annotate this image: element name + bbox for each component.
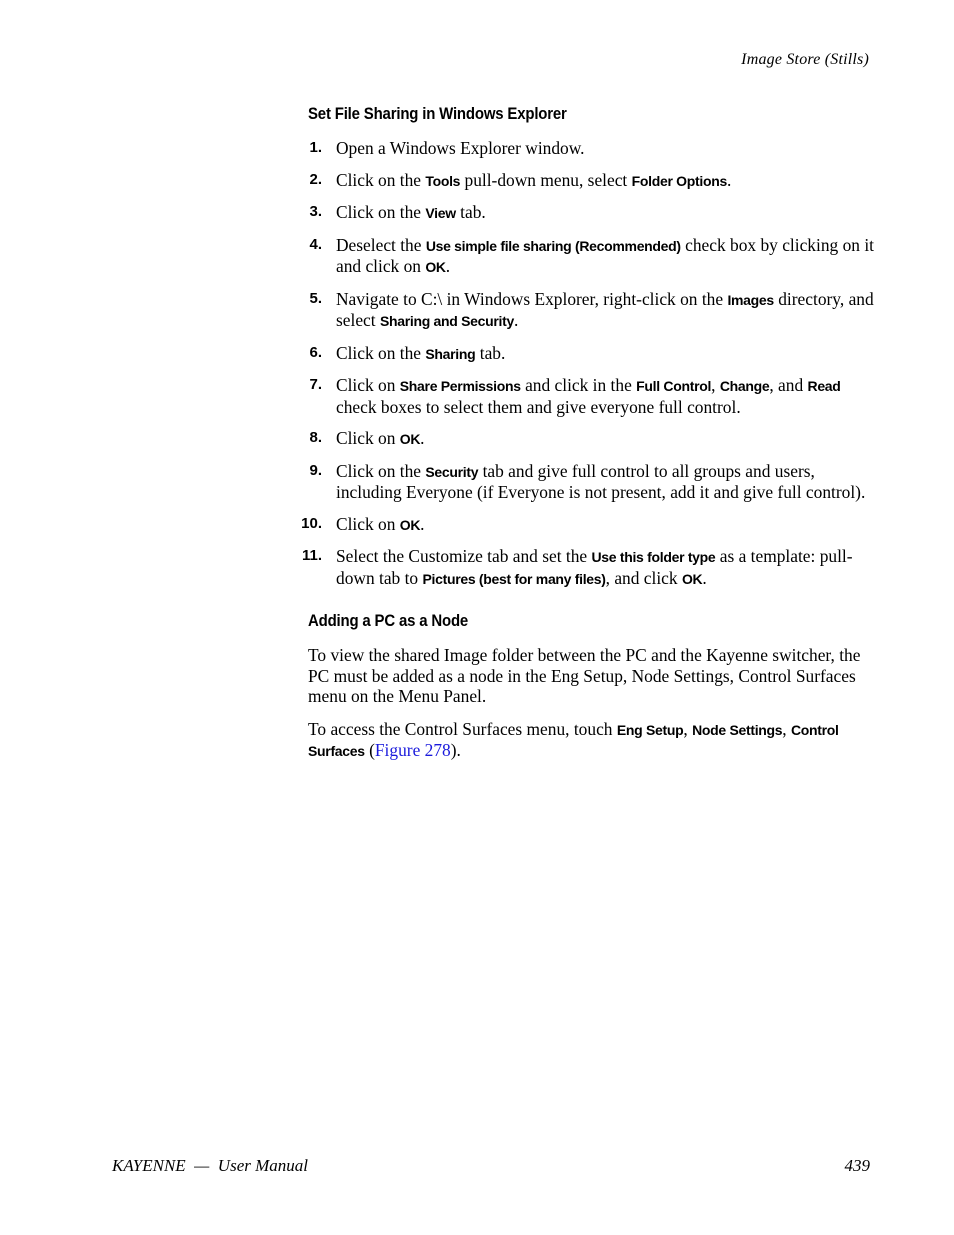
step-text: . [726,169,732,190]
step-number: 10. [301,514,322,532]
step-number: 3. [309,203,322,220]
body-text: , [683,718,693,739]
step-7 [308,375,874,417]
body-text: , [782,718,791,739]
body-text: To access the Control Surfaces menu, touch [308,718,617,739]
step-5 [308,289,874,332]
page-number: 439 [844,1156,870,1175]
step-2 [308,170,874,192]
step-text: . [513,310,519,330]
step-text: check box by clicking on it and click on [336,234,874,276]
step-text: Click on the [336,169,426,190]
step-text: , [711,375,720,395]
ui-term: OK [425,259,446,275]
step-number: 4. [309,235,322,253]
step-number: 11. [301,547,322,564]
ui-term: Control Surfaces [308,721,839,759]
ui-term: Tools [425,172,461,189]
step-number: 9. [309,461,322,479]
step-text: pull-down menu, select [460,169,632,190]
step-text: Open a Windows Explorer window. [336,138,585,158]
step-3 [308,202,874,224]
ui-term: Eng Setup [616,721,684,738]
ui-term: Folder Options [631,172,727,189]
ui-term: Node Settings [692,721,783,738]
ui-term: Sharing [425,345,476,362]
step-text: . [420,513,425,534]
step-text: . [702,567,707,588]
page-content [301,104,874,762]
step-text: Click on the [336,342,426,363]
ui-term: OK [399,516,421,533]
body-text: ( [364,740,375,760]
ui-term: Use simple file sharing (Recommended) [425,237,681,254]
step-text: Click on [336,513,400,534]
footer-manual-title: KAYENNE — User Manual [112,1156,308,1175]
step-text: Click on [336,428,400,448]
step-6 [308,343,874,365]
step-number: 2. [309,170,322,188]
ui-term: Images [727,291,774,308]
ui-term: OK [681,570,703,587]
figure-278-link[interactable]: Figure 278 [374,740,451,760]
step-text: check boxes to select them and give everyone full control. [336,396,741,417]
step-text: Click on [336,375,400,395]
step-text: Navigate to C:\ in Windows Explorer, right-click on the [336,288,728,309]
ui-term: Security [425,463,479,480]
ui-term: OK [399,431,421,447]
step-11 [301,546,874,589]
step-text: . [420,428,425,448]
step-text: . [445,256,451,276]
step-text: Click on the [336,202,426,222]
step-text: directory, and select [336,288,874,330]
ui-term: View [425,205,456,221]
step-text: as a template: pull-down tab to [336,546,853,588]
step-text: tab. [455,202,486,222]
step-text: Click on the [336,460,426,481]
step-number: 8. [309,429,322,446]
step-number: 1. [309,139,322,156]
step-10 [301,513,874,536]
steps-list [301,138,874,589]
paragraph-shared-folder: To view the shared Image folder between the PC and the Kayenne switcher, the PC must be added as a node in the Eng Setup, Node Settings, Control Surfaces menu on the Menu Panel. [308,645,861,706]
step-text: tab. [475,342,506,363]
step-8 [308,428,874,450]
ui-term: Use this folder type [591,549,716,565]
step-number: 7. [309,376,322,393]
ui-term: Share Permissions [399,378,521,394]
step-text: Select the Customize tab and set the [336,546,592,566]
step-text: Deselect the [336,234,426,255]
ui-term: Read [807,378,841,394]
body-text: ). [450,740,461,760]
step-number: 6. [309,343,322,361]
section-heading-file-sharing: Set File Sharing in Windows Explorer [308,104,567,123]
step-text: tab and give full control to all groups and users, including Everyone (if Everyone is not present, add it and give full control). [336,460,866,502]
step-text: and click in the [520,375,637,395]
step-number: 5. [309,289,322,307]
running-header: Image Store (Stills) [741,51,869,68]
step-text: , and click [605,567,682,588]
ui-term: Sharing and Security [379,313,514,329]
step-4 [308,235,874,278]
ui-term: Full Control [636,378,712,394]
ui-term: Pictures (best for many files) [422,570,606,587]
step-text: , and [769,375,808,395]
section-heading-adding-pc: Adding a PC as a Node [308,611,469,630]
ui-term: Change [719,378,770,394]
step-9 [308,461,874,503]
step-1 [308,138,874,159]
paragraph-access-menu [308,719,874,762]
